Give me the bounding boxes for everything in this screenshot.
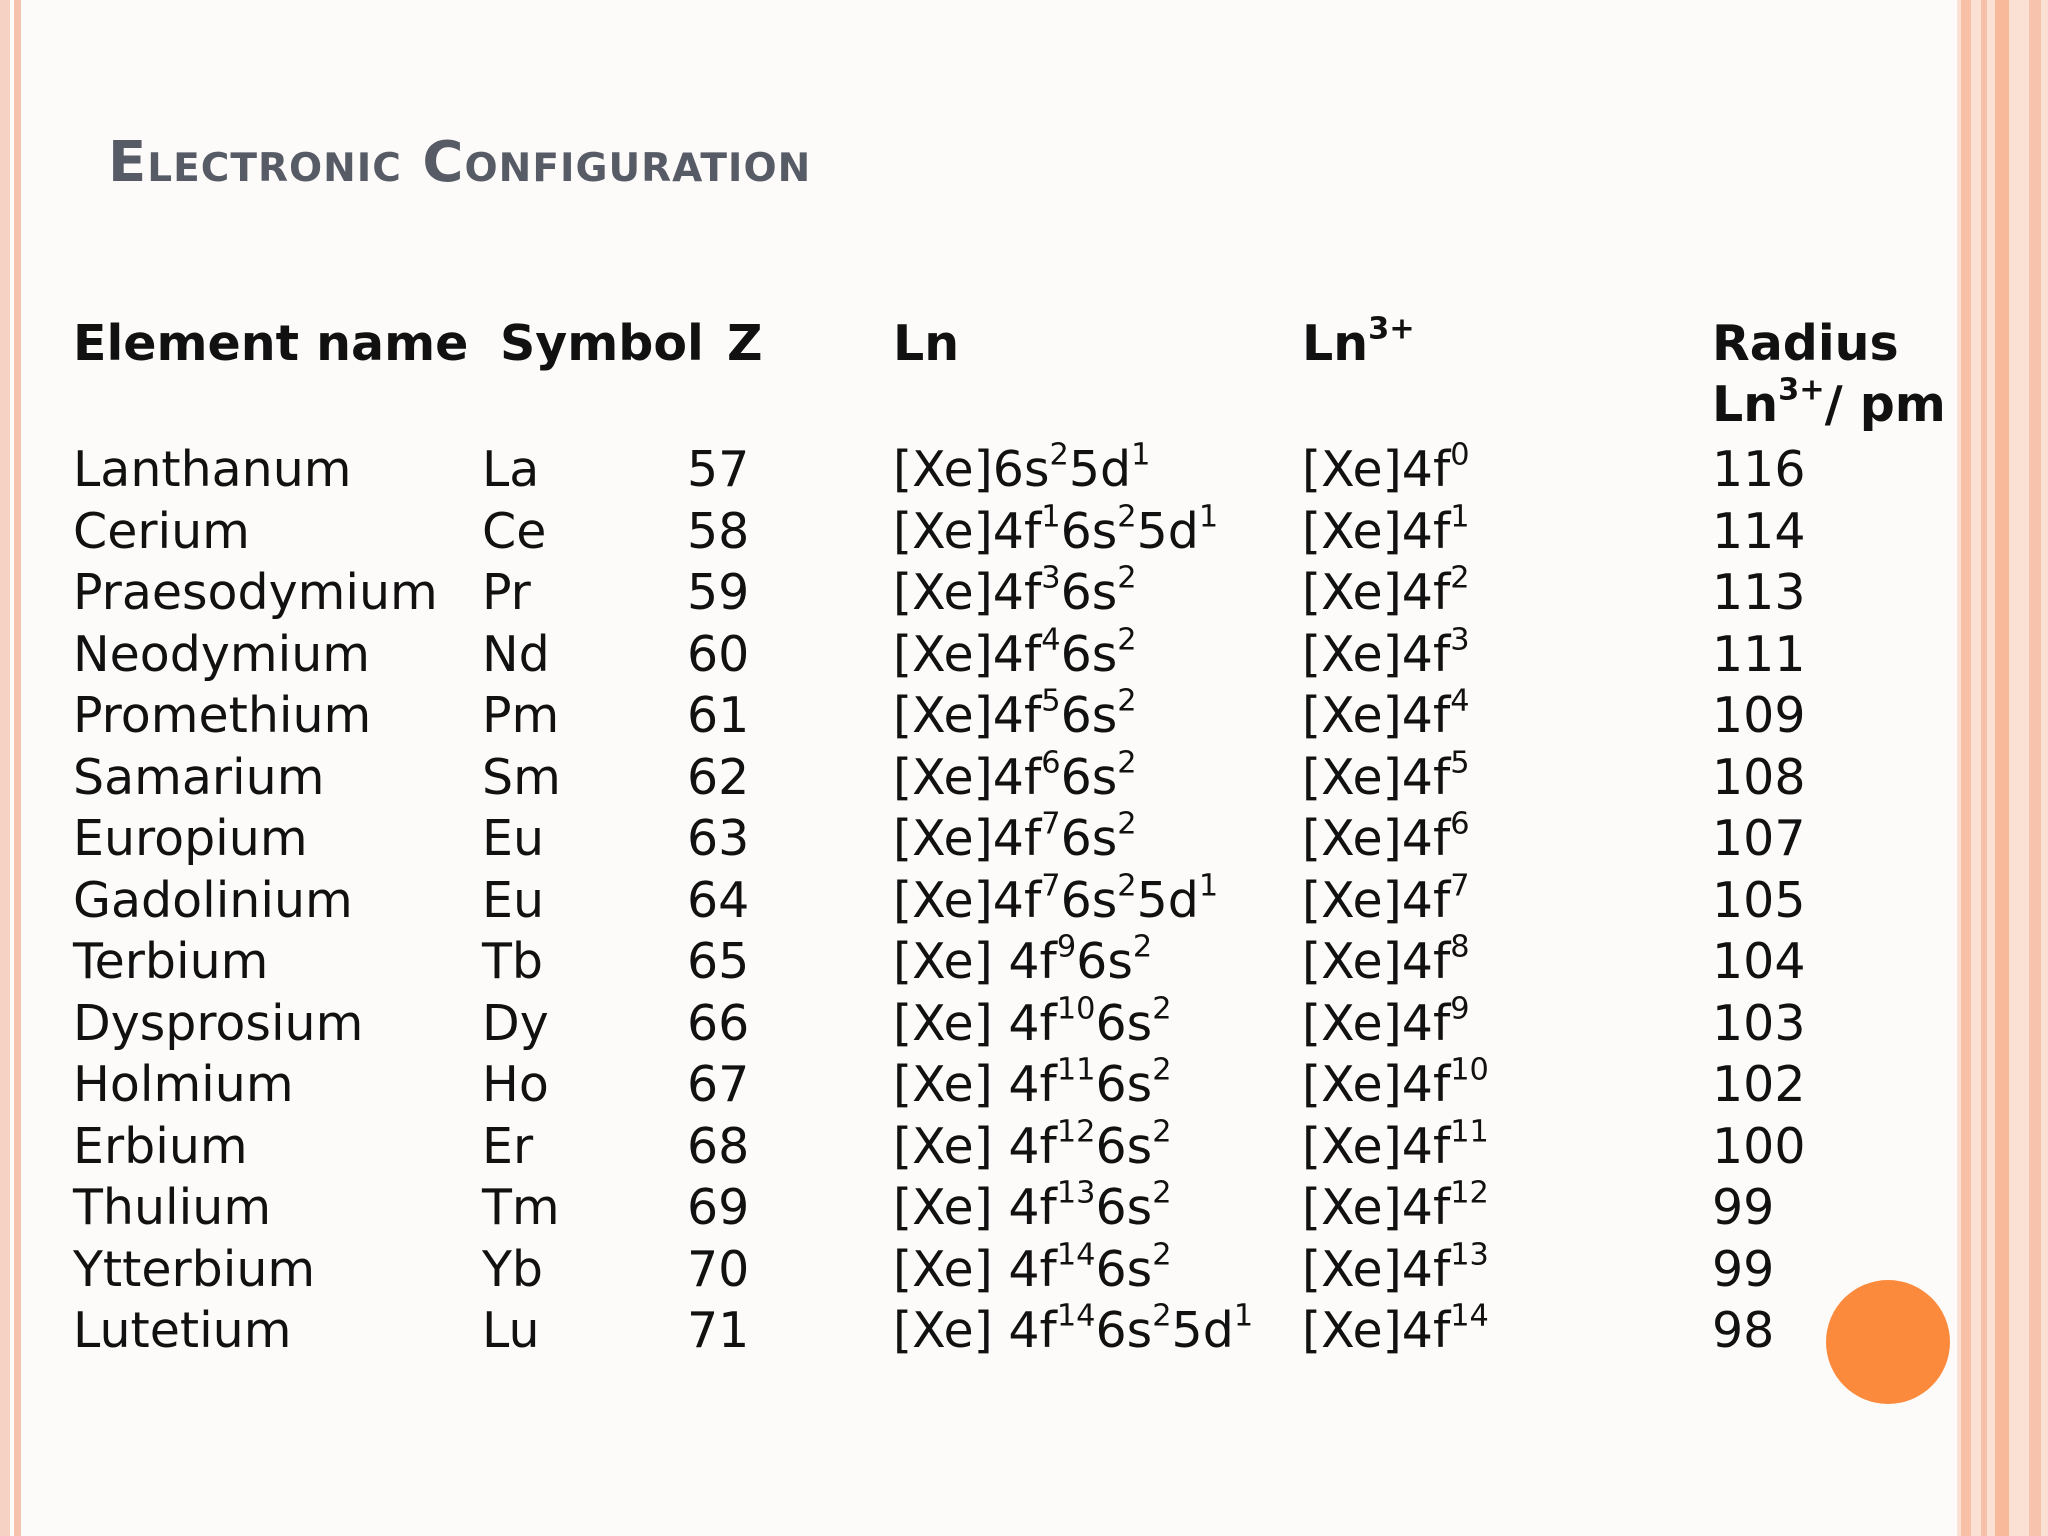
cell-ln-configuration: $[Xe]4f^76s^2$ <box>893 806 1137 867</box>
cell-radius: 102 <box>1712 1056 1806 1113</box>
cell-symbol: Yb <box>482 1241 544 1298</box>
slide-title: Electronic Configuration <box>108 130 812 195</box>
cell-element-name: Thulium <box>73 1179 272 1236</box>
cell-element-name: Neodymium <box>73 626 371 683</box>
cell-symbol: Eu <box>482 872 545 929</box>
cell-ln-configuration: $[Xe]6s^25d^1$ <box>893 437 1151 498</box>
cell-ln-configuration: $[Xe]4f^46s^2$ <box>893 622 1137 683</box>
cell-ion-configuration: $[Xe]4f^8$ <box>1302 929 1470 990</box>
cell-radius: 113 <box>1712 564 1806 621</box>
cell-atomic-number: 70 <box>687 1241 750 1298</box>
cell-ion-configuration: $[Xe]4f^{13}$ <box>1302 1237 1489 1298</box>
cell-ion-configuration: $[Xe]4f^5$ <box>1302 745 1470 806</box>
cell-atomic-number: 61 <box>687 687 750 744</box>
cell-radius: 114 <box>1712 503 1806 560</box>
cell-ln-configuration: $[Xe]4f^76s^25d^1$ <box>893 868 1219 929</box>
cell-element-name: Lanthanum <box>73 441 352 498</box>
cell-element-name: Ytterbium <box>73 1241 316 1298</box>
accent-circle <box>1826 1280 1950 1404</box>
cell-radius: 116 <box>1712 441 1806 498</box>
cell-element-name: Cerium <box>73 503 250 560</box>
cell-ion-configuration: $[Xe]4f^7$ <box>1302 868 1470 929</box>
cell-atomic-number: 60 <box>687 626 750 683</box>
cell-symbol: Nd <box>482 626 550 683</box>
cell-ln-configuration: $[Xe]4f^66s^2$ <box>893 745 1137 806</box>
cell-symbol: Tm <box>482 1179 560 1236</box>
cell-atomic-number: 66 <box>687 995 750 1052</box>
cell-radius: 109 <box>1712 687 1806 744</box>
header-radius-unit: $Ln^{3+}/$ pm <box>1712 372 1946 433</box>
cell-atomic-number: 71 <box>687 1302 750 1359</box>
cell-radius: 111 <box>1712 626 1806 683</box>
cell-element-name: Lutetium <box>73 1302 292 1359</box>
cell-ln-configuration: [Xe] $4f^{13}6s^2$ <box>893 1175 1172 1236</box>
header-z: Z <box>727 315 763 372</box>
cell-element-name: Holmium <box>73 1056 294 1113</box>
cell-ln-configuration: [Xe] $4f^{14}6s^2$ <box>893 1237 1172 1298</box>
cell-symbol: Er <box>482 1118 534 1175</box>
cell-element-name: Dysprosium <box>73 995 364 1052</box>
cell-atomic-number: 69 <box>687 1179 750 1236</box>
header-symbol: Symbol <box>500 315 704 372</box>
header-ln3plus: $Ln^{3+}$ <box>1302 311 1415 372</box>
cell-symbol: Sm <box>482 749 561 806</box>
cell-ion-configuration: $[Xe]4f^0$ <box>1302 437 1470 498</box>
cell-atomic-number: 58 <box>687 503 750 560</box>
cell-ln-configuration: [Xe] $4f^{12}6s^2$ <box>893 1114 1172 1175</box>
cell-element-name: Terbium <box>73 933 269 990</box>
cell-radius: 100 <box>1712 1118 1806 1175</box>
cell-radius: 99 <box>1712 1241 1775 1298</box>
cell-ln-configuration: [Xe] $4f^{14}6s^25d^1$ <box>893 1298 1254 1359</box>
cell-atomic-number: 68 <box>687 1118 750 1175</box>
cell-ion-configuration: $[Xe]4f^3$ <box>1302 622 1470 683</box>
cell-atomic-number: 59 <box>687 564 750 621</box>
cell-atomic-number: 63 <box>687 810 750 867</box>
cell-symbol: La <box>482 441 540 498</box>
header-ln: Ln <box>893 315 960 372</box>
cell-radius: 104 <box>1712 933 1806 990</box>
cell-symbol: Lu <box>482 1302 540 1359</box>
cell-ion-configuration: $[Xe]4f^2$ <box>1302 560 1470 621</box>
cell-symbol: Dy <box>482 995 549 1052</box>
cell-radius: 105 <box>1712 872 1806 929</box>
cell-ln-configuration: [Xe] $4f^{10}6s^2$ <box>893 991 1172 1052</box>
cell-element-name: Praesodymium <box>73 564 438 621</box>
cell-ion-configuration: $[Xe]4f^{10}$ <box>1302 1052 1489 1113</box>
header-element-name: Element name <box>73 315 469 372</box>
cell-symbol: Tb <box>482 933 544 990</box>
cell-element-name: Samarium <box>73 749 325 806</box>
cell-radius: 99 <box>1712 1179 1775 1236</box>
cell-ln-configuration: [Xe] $4f^96s^2$ <box>893 929 1153 990</box>
cell-ln-configuration: $[Xe]4f^16s^25d^1$ <box>893 499 1219 560</box>
cell-ion-configuration: $[Xe]4f^9$ <box>1302 991 1470 1052</box>
cell-element-name: Europium <box>73 810 308 867</box>
cell-ln-configuration: $[Xe]4f^56s^2$ <box>893 683 1137 744</box>
cell-atomic-number: 57 <box>687 441 750 498</box>
cell-radius: 103 <box>1712 995 1806 1052</box>
cell-atomic-number: 65 <box>687 933 750 990</box>
cell-ion-configuration: $[Xe]4f^{11}$ <box>1302 1114 1489 1175</box>
cell-element-name: Gadolinium <box>73 872 353 929</box>
cell-symbol: Ho <box>482 1056 549 1113</box>
cell-ion-configuration: $[Xe]4f^4$ <box>1302 683 1470 744</box>
cell-atomic-number: 62 <box>687 749 750 806</box>
cell-element-name: Erbium <box>73 1118 248 1175</box>
cell-radius: 98 <box>1712 1302 1775 1359</box>
header-radius: Radius <box>1712 315 1899 372</box>
cell-radius: 108 <box>1712 749 1806 806</box>
cell-atomic-number: 64 <box>687 872 750 929</box>
cell-ln-configuration: $[Xe]4f^36s^2$ <box>893 560 1137 621</box>
cell-atomic-number: 67 <box>687 1056 750 1113</box>
cell-ion-configuration: $[Xe]4f^1$ <box>1302 499 1470 560</box>
cell-ion-configuration: $[Xe]4f^6$ <box>1302 806 1470 867</box>
cell-symbol: Eu <box>482 810 545 867</box>
cell-radius: 107 <box>1712 810 1806 867</box>
cell-element-name: Promethium <box>73 687 372 744</box>
cell-symbol: Ce <box>482 503 547 560</box>
cell-ion-configuration: $[Xe]4f^{12}$ <box>1302 1175 1489 1236</box>
cell-ion-configuration: $[Xe]4f^{14}$ <box>1302 1298 1489 1359</box>
cell-symbol: Pm <box>482 687 560 744</box>
cell-ln-configuration: [Xe] $4f^{11}6s^2$ <box>893 1052 1172 1113</box>
cell-symbol: Pr <box>482 564 531 621</box>
